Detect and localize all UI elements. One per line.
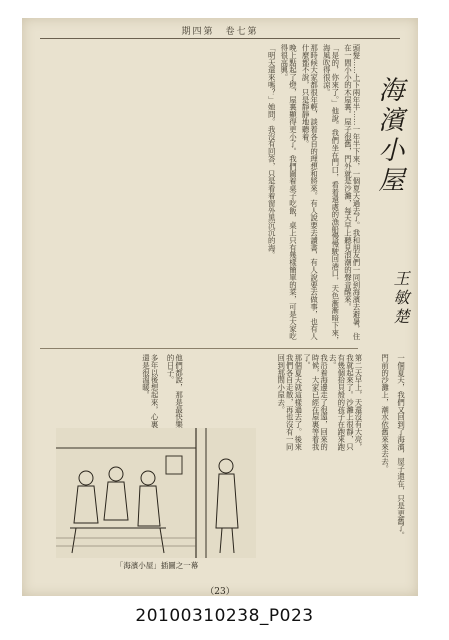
article-title: 海濱小屋: [374, 76, 404, 196]
issue-header: 期四第 卷七第: [181, 27, 259, 37]
section-rule: [40, 348, 358, 349]
paragraph: 那個夏天就這樣過去了。後來我們各自走散，再也沒有一同回到那間小屋去。: [276, 354, 303, 451]
paragraph: 多年以後想起來，心裏還是很溫暖。: [141, 354, 160, 428]
article-body-right: [362, 354, 412, 544]
paragraph: 「是的，你來了。」他說。我們坐在門口，看着遠處的漁船慢慢駛回港口，天色漸漸暗下來，海風吹得很涼。: [322, 44, 340, 344]
paragraph: 我沿着海邊走了很遠，回來的時候，大家已經在屋裏等着我了。: [302, 354, 329, 451]
header-rule: [40, 38, 400, 39]
document-page: [22, 18, 418, 596]
paragraph: 那時候大家都很年輕，談着各自的理想和將來。有人說要去讀書，有人說要去做事，也有人什麼都不說，只是靜靜地聽着。: [301, 44, 319, 340]
page-number: （23）: [205, 587, 235, 597]
paragraph: 門前的沙灘上，潮水依舊來來去去。: [380, 354, 390, 473]
paragraph: 「明天還來嗎？」她問。我沒有回答，只是看着窗外黑沉沉的海。: [267, 44, 277, 259]
paragraph: 他們都說，那是最快樂的日子。: [166, 354, 184, 428]
paragraph: 第二天早上，天還沒有大亮，我就起來了。沙灘上很靜，只有幾個拾貝殼的孩子在跑來跑去。: [328, 354, 363, 451]
paragraph: 晚上點起了燈，屋裏顯得更小了。我們圍着桌子吃飯，桌上只有幾樣簡單的菜，可是大家吃得很高興。: [279, 44, 298, 340]
paragraph: 頭髮……上下兩年半……一年半下來，一個夏天過去了。我和朋友們一同到海濱去避暑，住在一間小小的木屋裏。屋子很舊，門外就是沙灘，每天早上聽見浪潮的聲音醒來。: [343, 44, 361, 340]
article-body-upper: [60, 44, 360, 344]
article-author: 王敏楚: [391, 270, 410, 327]
illustration-caption: 「海濱小屋」插圖之一幕: [115, 561, 199, 570]
article-body-side: [42, 354, 190, 430]
catalog-id: 20100310238_P023: [135, 606, 314, 626]
illustration-image: [56, 428, 256, 558]
paragraph: 一個夏天，我們又回到了海濱，屋子還在，只是更舊了。: [396, 354, 406, 539]
